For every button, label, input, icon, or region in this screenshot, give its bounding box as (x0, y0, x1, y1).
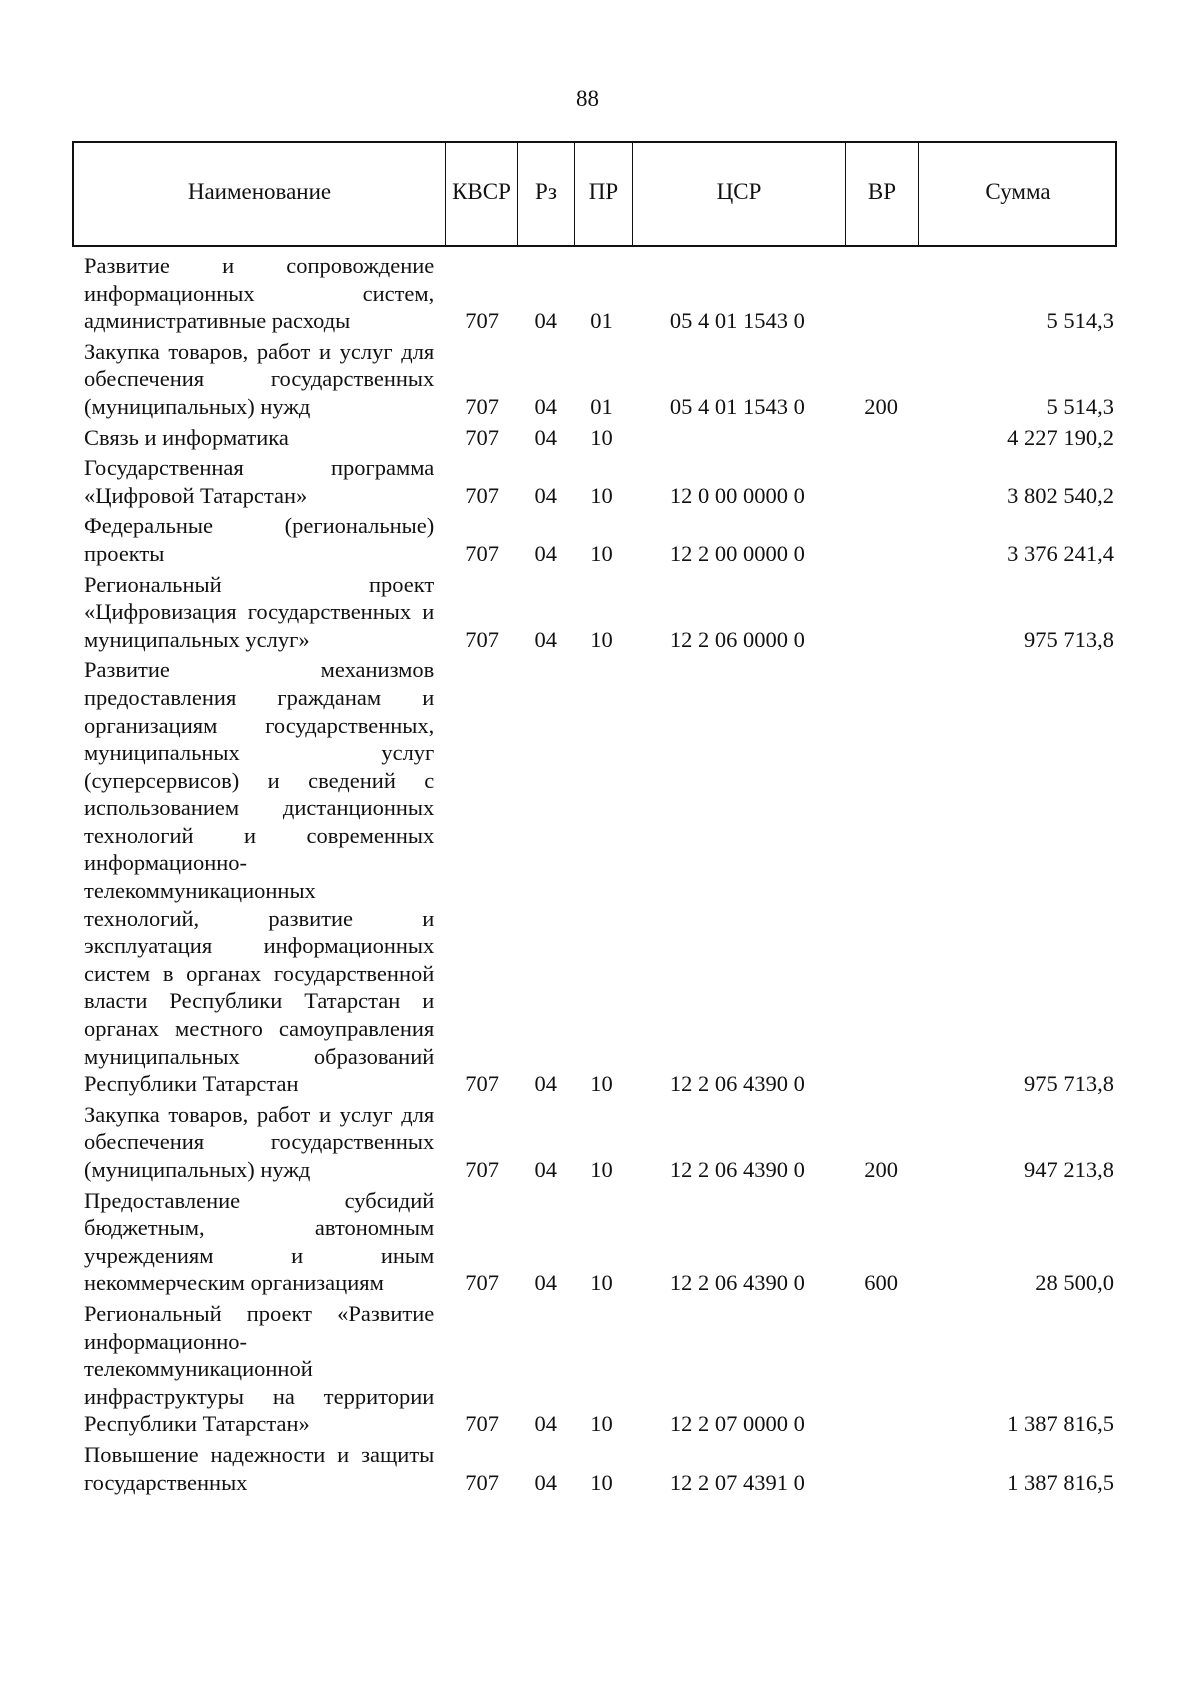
table-header (72, 141, 1117, 247)
row-kvsr: 707 (465, 393, 499, 419)
row-name: Повышение надежности и защиты государственных (84, 1441, 435, 1495)
row-rz: 04 (534, 1469, 558, 1495)
row-pr: 01 (590, 308, 613, 334)
row-name: Связь и информатика (84, 424, 289, 450)
row-pr: 10 (590, 1270, 613, 1296)
row-rz: 04 (534, 308, 558, 334)
table-row (84, 424, 1114, 452)
row-kvsr: 707 (465, 1270, 499, 1296)
header-vr: ВР (846, 143, 919, 245)
row-rz: 04 (534, 626, 558, 652)
row-name: Предоставление субсидий бюджетным, автономным учреждениям и иным некоммерческим организациям (84, 1187, 435, 1296)
table-row (84, 1187, 1114, 1297)
row-sum: 947 213,8 (1024, 1157, 1114, 1182)
table-row (84, 656, 1114, 1098)
row-pr: 10 (590, 626, 613, 652)
row-rz: 04 (534, 1411, 558, 1437)
row-pr: 10 (590, 1469, 613, 1495)
row-sum: 5 514,3 (1046, 308, 1114, 334)
row-csr: 12 2 00 0000 0 (669, 540, 805, 566)
row-csr: 12 2 06 4390 0 (669, 1157, 805, 1182)
row-csr: 12 2 06 4390 0 (669, 1071, 805, 1097)
row-pr: 10 (590, 1157, 613, 1182)
row-pr: 10 (590, 1071, 613, 1097)
row-kvsr: 707 (465, 1469, 499, 1495)
table-row (84, 338, 1114, 421)
row-sum: 28 500,0 (1035, 1270, 1114, 1296)
row-pr: 10 (590, 1411, 613, 1437)
row-rz: 04 (534, 482, 558, 508)
header-name: Наименование (74, 143, 446, 245)
row-sum: 1 387 816,5 (1007, 1469, 1114, 1495)
table-row (84, 571, 1114, 654)
row-sum: 975 713,8 (1024, 626, 1114, 652)
row-kvsr: 707 (465, 482, 499, 508)
row-csr: 12 0 00 0000 0 (669, 482, 805, 508)
row-sum: 5 514,3 (1046, 393, 1114, 419)
row-rz: 04 (534, 1157, 558, 1182)
table-row (84, 252, 1114, 335)
row-name: Государственная программа «Цифровой Татарстан» (84, 455, 435, 508)
row-kvsr: 707 (465, 1411, 499, 1437)
row-sum: 3 376 241,4 (1007, 540, 1114, 566)
table-row (84, 512, 1114, 567)
row-sum: 975 713,8 (1024, 1071, 1114, 1097)
row-csr: 05 4 01 1543 0 (669, 308, 805, 334)
row-rz: 04 (534, 1270, 558, 1296)
header-rz: Рз (518, 143, 575, 245)
row-kvsr: 707 (465, 626, 499, 652)
table-row (84, 454, 1114, 509)
row-vr: 200 (864, 1157, 899, 1182)
header-csr: ЦСР (633, 143, 846, 245)
row-pr: 01 (590, 393, 613, 419)
row-name: Региональный проект «Цифровизация государственных и муниципальных услуг» (84, 571, 435, 652)
row-sum: 3 802 540,2 (1007, 482, 1114, 508)
row-kvsr: 707 (465, 308, 499, 334)
row-name: Закупка товаров, работ и услуг для обеспечения государственных (муниципальных) нужд (84, 338, 435, 419)
row-name: Развитие и сопровождение информационных систем, административные расходы (84, 253, 435, 334)
table-row (84, 1441, 1114, 1496)
page-number: 88 (576, 86, 599, 111)
row-rz: 04 (534, 424, 558, 450)
row-name: Закупка товаров, работ и услуг для обеспечения государственных (муниципальных) нужд (84, 1101, 435, 1182)
row-kvsr: 707 (465, 1157, 499, 1182)
header-sum: Сумма (985, 179, 1051, 204)
row-pr: 10 (590, 482, 613, 508)
row-name: Федеральные (региональные) проекты (84, 513, 435, 566)
row-name: Региональный проект «Развитие информационно-телекоммуникационной инфраструктуры на территории Республики Татарстан» (84, 1300, 435, 1437)
row-kvsr: 707 (465, 1071, 499, 1097)
row-kvsr: 707 (465, 540, 499, 566)
row-rz: 04 (534, 1071, 558, 1097)
row-csr: 12 2 07 4391 0 (669, 1469, 805, 1495)
row-csr: 12 2 07 0000 0 (669, 1411, 805, 1437)
row-pr: 10 (590, 540, 613, 566)
row-rz: 04 (534, 393, 558, 419)
table-row (84, 1101, 1114, 1184)
row-csr: 05 4 01 1543 0 (669, 393, 805, 419)
row-vr: 600 (864, 1270, 899, 1296)
header-pr: ПР (575, 143, 633, 245)
row-csr: 12 2 06 0000 0 (669, 626, 805, 652)
row-sum: 4 227 190,2 (1007, 424, 1114, 450)
row-rz: 04 (534, 540, 558, 566)
row-sum: 1 387 816,5 (1007, 1411, 1114, 1437)
table-row (84, 1300, 1114, 1438)
row-pr: 10 (590, 424, 613, 450)
row-vr: 200 (864, 393, 899, 419)
row-csr: 12 2 06 4390 0 (669, 1270, 805, 1296)
row-kvsr: 707 (465, 424, 499, 450)
header-kvsr: КВСР (446, 143, 518, 245)
table-body (84, 252, 1114, 1496)
row-name: Развитие механизмов предоставления гражданам и организациям государственных, муниципальных услуг (суперсервисов) и сведений с использованием дистанционных технологий и современных информационно-телекоммуникационных технологий, развитие и эксплуатация информационных систем в органах государственной власти Республики Татарстан и органах местного самоуправления муниципальных образований Республики Татарстан (84, 657, 435, 1097)
